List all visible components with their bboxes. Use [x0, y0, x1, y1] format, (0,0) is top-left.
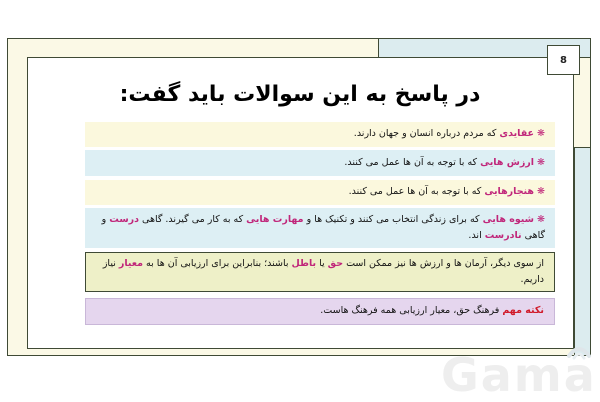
item-text: که به کار می گیرند. گاهی: [139, 213, 247, 225]
keyword: مهارت هایی: [246, 213, 304, 225]
keyword: معیار: [118, 257, 144, 269]
item-text: که با توجه به آن ها عمل می کنند.: [348, 186, 485, 198]
item-text: یا: [316, 257, 328, 269]
page-number-badge: [547, 45, 580, 75]
item-text: باشند؛ بنابراین برای ارزیابی آن ها به: [143, 257, 292, 269]
item-text: از سوی دیگر، آرمان ها و ارزش ها نیز ممکن است: [343, 257, 544, 269]
decorative-band-right: [574, 147, 591, 356]
item-text: نیاز داریم.: [102, 257, 544, 285]
item-text: که با توجه به آن ها عمل می کنند.: [344, 156, 481, 168]
list-item-methods: [85, 208, 555, 248]
item-text: فرهنگ حق، معیار ارزیابی همه فرهنگ هاست.: [320, 305, 503, 317]
item-text: که برای زندگی انتخاب می کنند و تکنیک ها و: [303, 213, 483, 225]
keyword: نادرست: [484, 230, 522, 241]
slide-title: در پاسخ به این سوالات باید گفت:: [119, 82, 481, 107]
star-icon: ❋: [537, 186, 545, 198]
item-text: و گاهی: [101, 213, 545, 241]
keyword: عقایدی: [499, 128, 535, 140]
note-label: نکته مهم: [502, 305, 544, 317]
keyword: درست: [109, 213, 140, 225]
list-item-beliefs: [85, 122, 555, 147]
page-number: 8: [560, 54, 567, 66]
keyword: هنجارهایی: [484, 186, 535, 198]
keyword: باطل: [291, 257, 317, 269]
star-icon: ❋: [537, 156, 545, 168]
important-note: [85, 298, 555, 325]
keyword: ارزش هایی: [480, 156, 535, 168]
keyword: شیوه هایی: [482, 213, 535, 225]
star-icon: ❋: [537, 213, 545, 225]
keyword: حق: [327, 257, 344, 269]
list-item-norms: [85, 180, 555, 205]
criteria-paragraph: [85, 252, 555, 292]
item-text: اند.: [468, 230, 485, 241]
watermark-text: Gama: [441, 348, 597, 402]
list-item-values: [85, 150, 555, 176]
watermark-logo-icon: [565, 340, 593, 362]
star-icon: ❋: [537, 128, 545, 140]
item-text: که مردم درباره انسان و جهان دارند.: [353, 128, 500, 140]
